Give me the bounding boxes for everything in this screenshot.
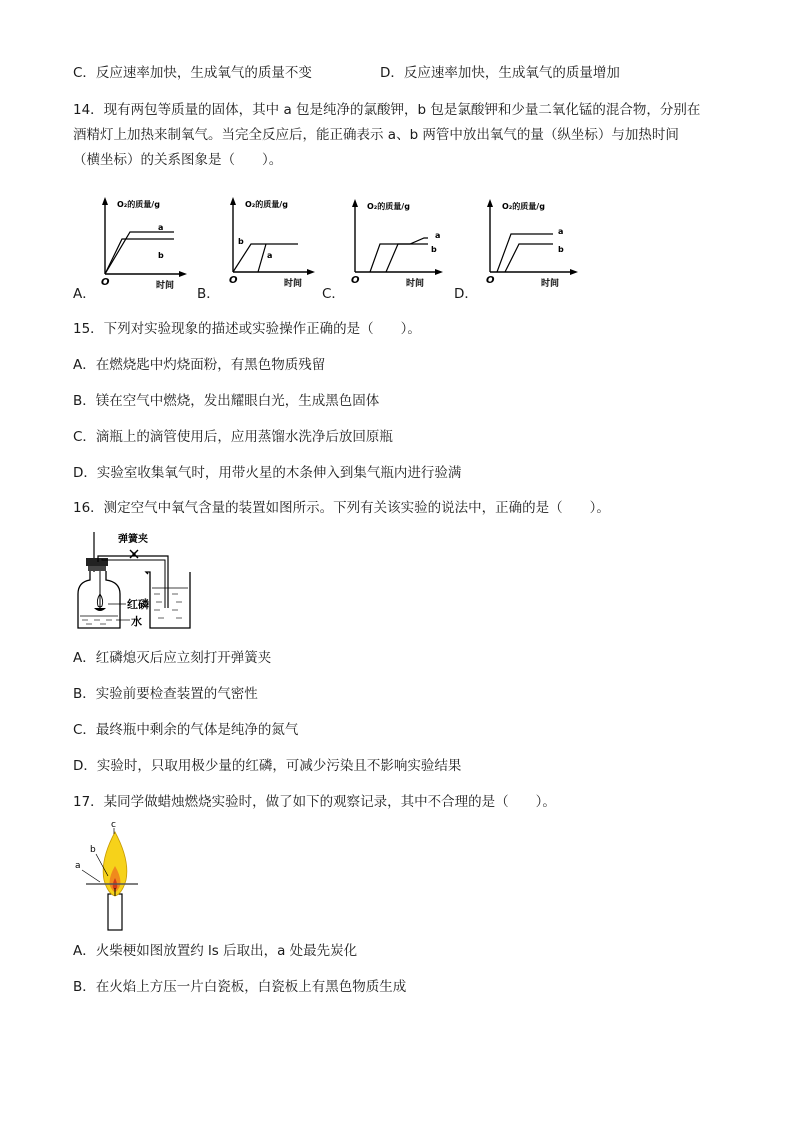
candle-body: [108, 894, 122, 930]
graph-a-x-title: 时间: [156, 281, 175, 291]
q15-stem: 15．下列对实验现象的描述或实验操作正确的是（ ）。: [73, 321, 421, 337]
q14-stem-line2: 酒精灯上加热来制氧气。当完全反应后，能正确表示 a、b 两管中放出氧气的量（纵坐标）与加热时间: [73, 127, 679, 143]
graph-b-label-b: b: [238, 237, 244, 246]
graph-c-label-b: b: [431, 245, 437, 254]
graph-d-y-title: O₂的质量/g: [502, 202, 545, 211]
graph-a-label-a: a: [158, 223, 164, 232]
graph-b-curve-b: [233, 244, 298, 272]
graph-d-y-arrow: [487, 199, 493, 207]
graph-d-curve-b: [505, 244, 553, 272]
q14-stem-line1: 14．现有两包等质量的固体，其中 a 包是纯净的氯酸钾，b 包是氯酸钾和少量二氧化锰的混合物，分别在: [73, 102, 701, 118]
label-red-phosphorus: 红磷: [127, 598, 149, 611]
graph-a-y-title: O₂的质量/g: [117, 200, 160, 209]
q15-option-d: D．实验室收集氧气时，用带火星的木条伸入到集气瓶内进行验满: [73, 465, 462, 481]
graph-a-label-b: b: [158, 251, 164, 260]
combustion-spoon: [94, 608, 106, 611]
bottle-stopper-base: [88, 566, 106, 571]
q15-option-b: B．镁在空气中燃烧，发出耀眼白光，生成黑色固体: [73, 393, 380, 409]
graph-a-label: A．: [73, 286, 96, 302]
graph-b-y-title: O₂的质量/g: [245, 200, 288, 209]
graph-b: [218, 192, 318, 292]
q16-option-c: C．最终瓶中剩余的气体是纯净的氮气: [73, 722, 299, 738]
bottle-stopper: [86, 558, 108, 566]
graph-a-origin: O: [101, 277, 110, 288]
q17-stem: 17．某同学做蜡烛燃烧实验时，做了如下的观察记录，其中不合理的是（ ）。: [73, 794, 556, 810]
collecting-bottle: [78, 571, 120, 628]
graph-c-x-arrow: [435, 269, 443, 275]
graph-d-label-a: a: [558, 227, 564, 236]
label-water: 水: [131, 615, 142, 628]
graph-b-origin: O: [229, 275, 238, 286]
graph-b-label-a: a: [267, 251, 273, 260]
graph-c-curve-b: [386, 244, 428, 272]
graph-b-curve-a: [258, 244, 266, 272]
graph-a-x-arrow: [179, 271, 187, 277]
graph-c-label: C．: [322, 286, 345, 302]
graph-d-x-title: 时间: [541, 279, 560, 289]
q14-stem-line3: （横坐标）的关系图象是（ ）。: [73, 152, 283, 168]
graph-a: [90, 192, 190, 292]
graph-d-label-b: b: [558, 245, 564, 254]
graph-c: [340, 194, 450, 294]
label-b: b: [90, 845, 96, 855]
q17-option-b: B．在火焰上方压一片白瓷板，白瓷板上有黑色物质生成: [73, 979, 407, 995]
graph-d-origin: O: [486, 275, 495, 286]
q15-option-c: C．滴瓶上的滴管使用后，应用蒸馏水洗净后放回原瓶: [73, 429, 393, 445]
candle-flame-figure: [70, 820, 140, 932]
q16-stem: 16．测定空气中氧气含量的装置如图所示。下列有关该实验的说法中，正确的是（ ）。: [73, 500, 610, 516]
q16-option-b: B．实验前要检查装置的气密性: [73, 686, 258, 702]
graph-b-x-title: 时间: [284, 279, 303, 289]
graph-c-origin: O: [351, 275, 360, 286]
q16-option-a: A．红磷熄灭后应立刻打开弹簧夹: [73, 650, 272, 666]
graph-c-y-title: O₂的质量/g: [367, 202, 410, 211]
graph-d-x-arrow: [570, 269, 578, 275]
label-a: a: [75, 861, 81, 871]
graph-c-label-a: a: [435, 231, 441, 240]
graph-c-y-arrow: [352, 199, 358, 207]
label-spring-clamp: 弹簧夹: [118, 534, 148, 545]
q16-option-d: D．实验时，只取用极少量的红磷，可减少污染且不影响实验结果: [73, 758, 462, 774]
label-c: c: [111, 820, 116, 830]
graph-c-curve-a: [370, 238, 428, 272]
graph-d: [475, 194, 585, 294]
q17-option-a: A．火柴梗如图放置约 ls 后取出，a 处最先炭化: [73, 943, 358, 959]
graph-d-curve-a: [497, 234, 553, 272]
graph-d-label: D．: [454, 286, 478, 302]
q13-option-d: D．反应速率加快，生成氧气的质量增加: [380, 65, 620, 81]
graph-b-x-arrow: [307, 269, 315, 275]
graph-b-y-arrow: [230, 197, 236, 205]
graph-b-label: B．: [197, 286, 220, 302]
q13-option-c: C．反应速率加快，生成氧气的质量不变: [73, 65, 312, 81]
graph-c-x-title: 时间: [406, 279, 425, 289]
oxygen-apparatus-figure: [72, 528, 202, 636]
graph-a-y-arrow: [102, 197, 108, 205]
q15-option-a: A．在燃烧匙中灼烧面粉，有黑色物质残留: [73, 357, 326, 373]
